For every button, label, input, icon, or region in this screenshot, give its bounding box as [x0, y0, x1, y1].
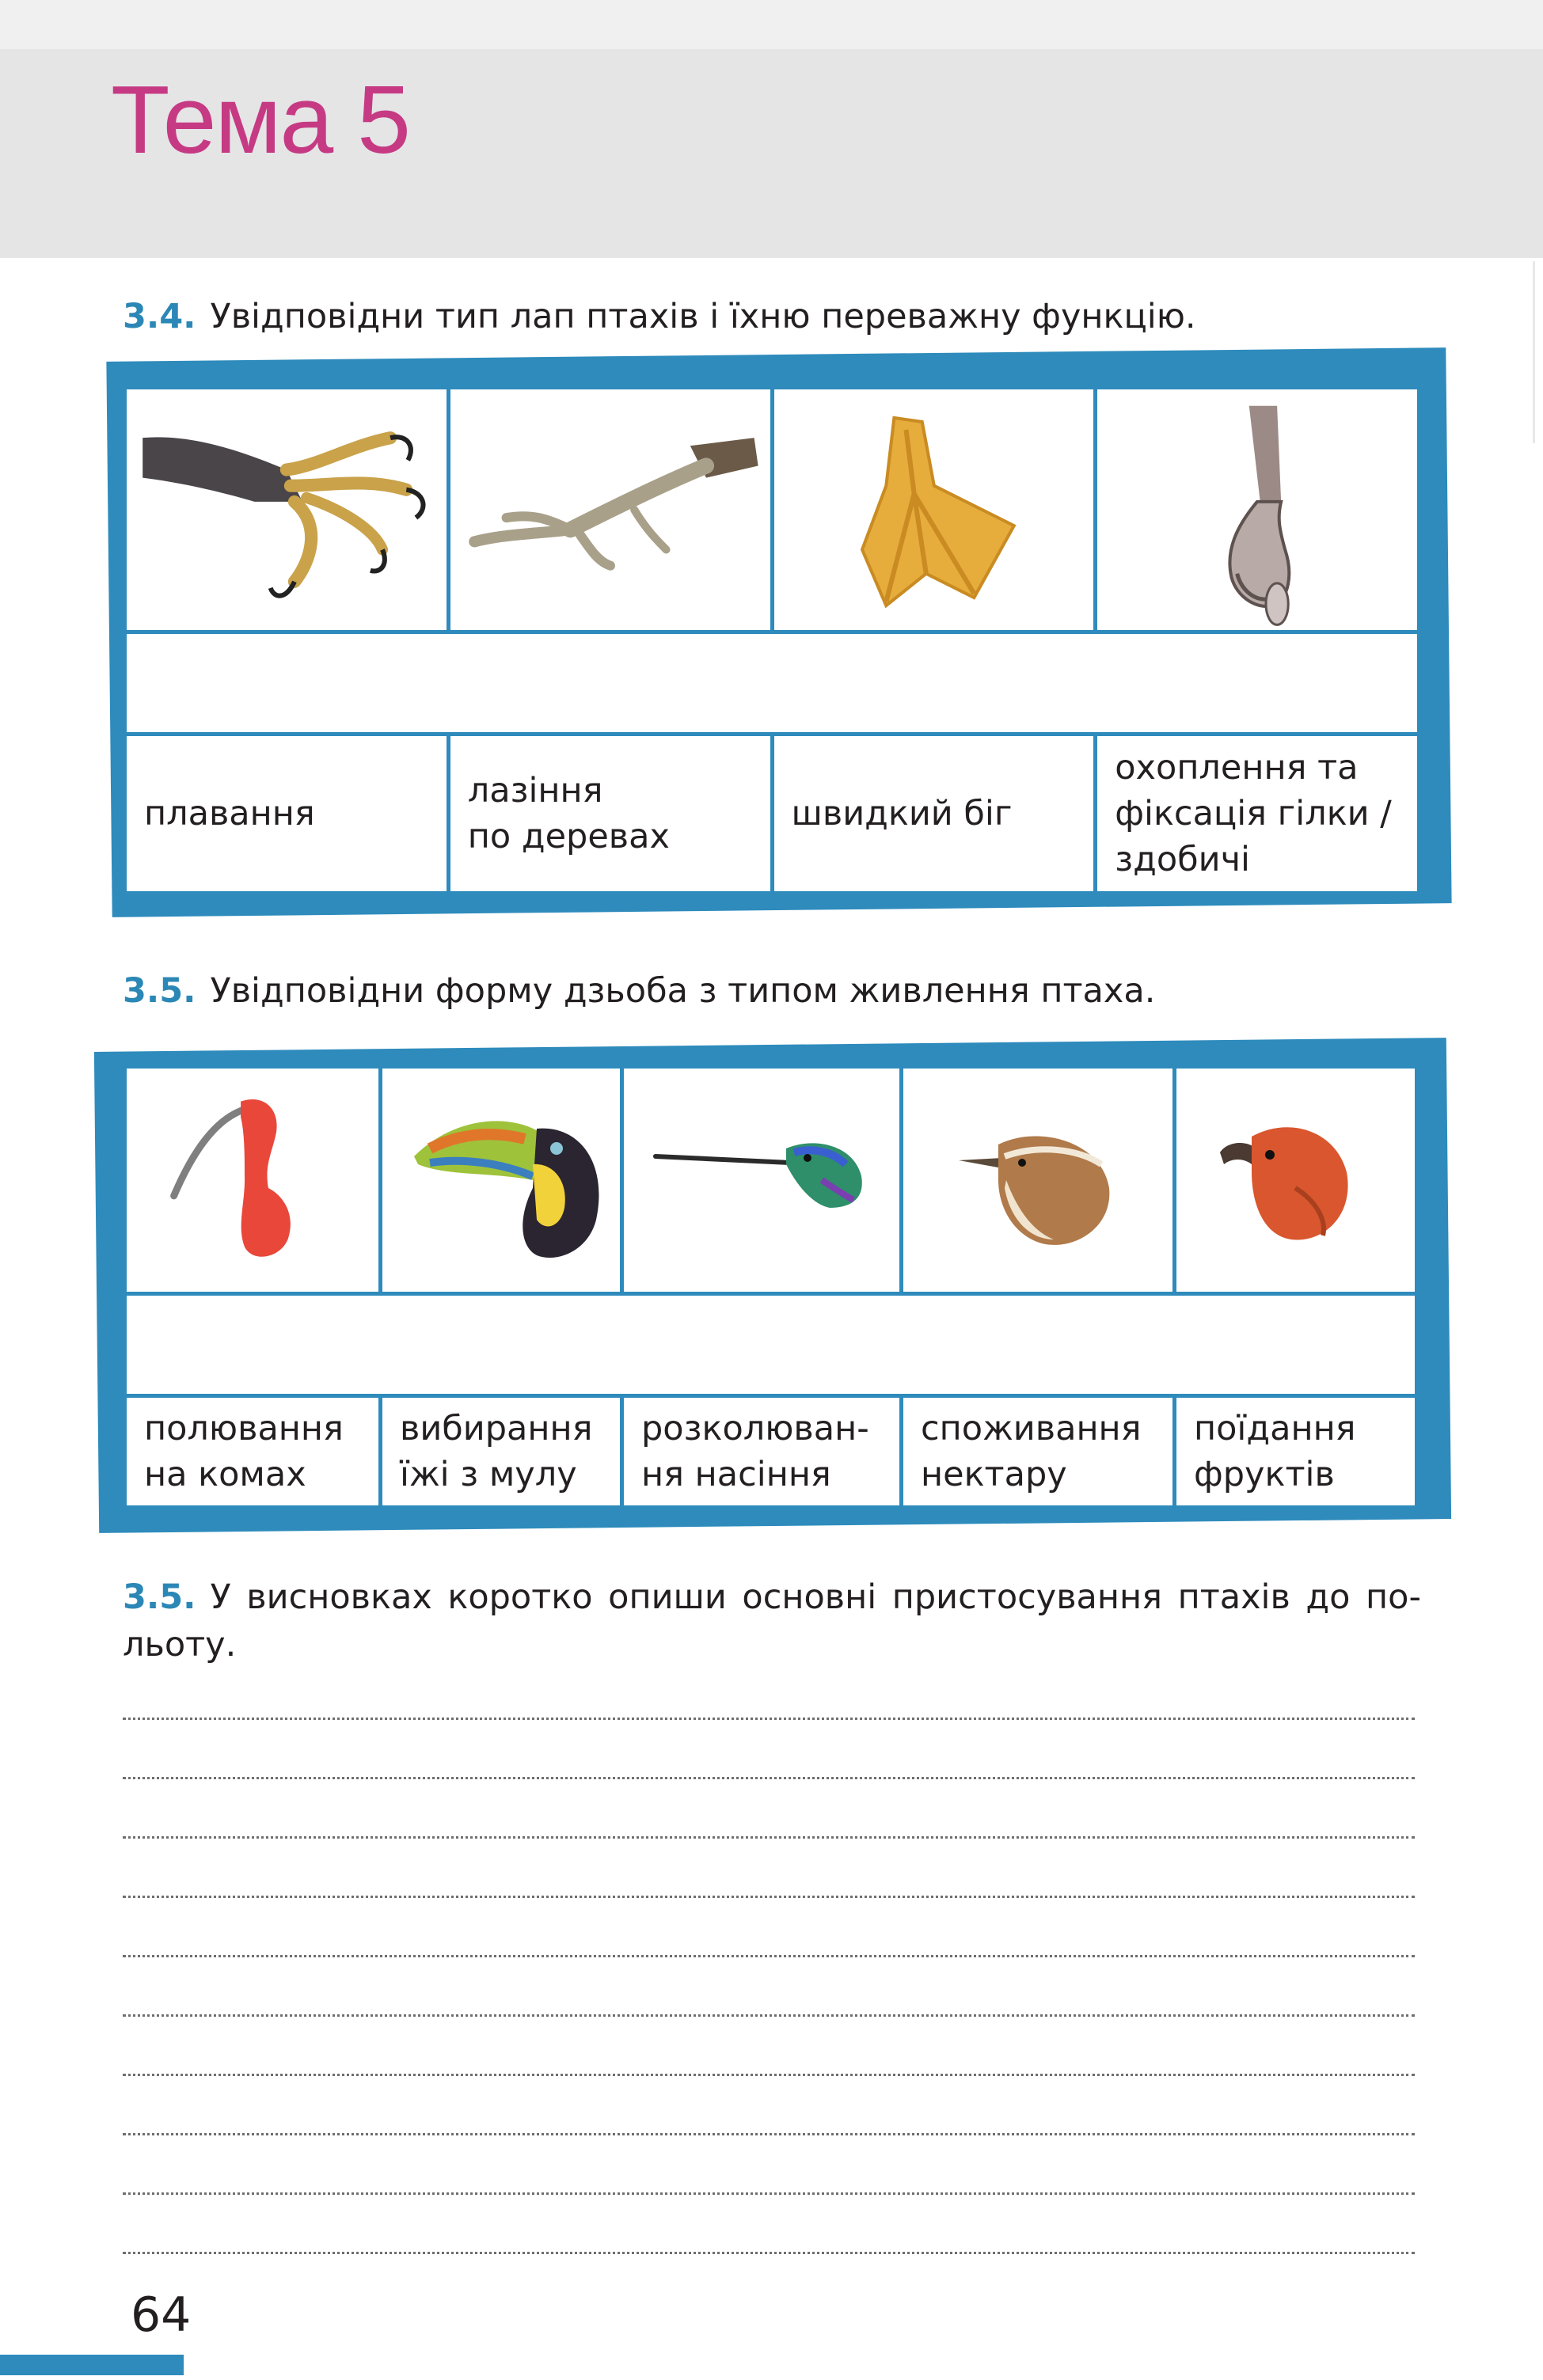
task-number: 3.5. — [123, 1577, 196, 1617]
function-label: швидкий біг — [774, 736, 1094, 891]
answer-line[interactable] — [123, 1718, 1415, 1720]
climbing-foot-icon — [450, 389, 770, 630]
answer-line[interactable] — [123, 2252, 1415, 2254]
foot-image-cell — [127, 389, 447, 630]
beak-image-cell — [903, 1069, 1172, 1292]
beak-image-cell — [624, 1069, 899, 1292]
toucan-head-icon — [382, 1069, 620, 1292]
feeding-label: розколюван- ня насіння — [624, 1398, 899, 1505]
running-foot-icon — [1097, 389, 1417, 630]
beak-image-cell — [127, 1069, 378, 1292]
page-number: 64 — [131, 2287, 192, 2343]
foot-image-cell — [1097, 389, 1417, 630]
ibis-head-icon — [127, 1069, 378, 1292]
top-strip — [0, 0, 1543, 49]
answer-line[interactable] — [123, 1836, 1415, 1839]
topic-title: Тема 5 — [111, 66, 409, 173]
answer-line[interactable] — [123, 2133, 1415, 2135]
task-3-5-heading — [123, 967, 1155, 1015]
hummingbird-head-icon — [624, 1069, 899, 1292]
webbed-foot-icon — [774, 389, 1094, 630]
task-number: 3.4. — [123, 297, 196, 336]
task-text: Увідповідни тип лап птахів і їхню переважну функцію. — [210, 297, 1196, 336]
answer-line[interactable] — [123, 2014, 1415, 2017]
task-number: 3.5. — [123, 971, 196, 1011]
function-label: плавання — [127, 736, 447, 891]
answer-line[interactable] — [123, 2192, 1415, 2195]
bottom-accent-bar — [0, 2355, 184, 2375]
feeding-label: поїдання фруктів — [1176, 1398, 1415, 1505]
task-text: У висновках коротко опиши основні пристосування птахів до по-льоту. — [123, 1577, 1421, 1664]
raptor-talon-foot-icon — [127, 389, 447, 630]
feet-matching-table — [127, 389, 1417, 891]
answer-row[interactable] — [127, 634, 1417, 732]
wren-head-icon — [903, 1069, 1172, 1292]
answer-line[interactable] — [123, 1777, 1415, 1779]
foot-image-cell — [450, 389, 770, 630]
answer-line[interactable] — [123, 1955, 1415, 1957]
task-3-4-heading — [123, 293, 1196, 340]
page-edge-mark — [1533, 261, 1535, 443]
beak-image-cell — [1176, 1069, 1415, 1292]
task-3-5-conclusion-heading — [123, 1573, 1421, 1668]
feeding-label: полювання на комах — [127, 1398, 378, 1505]
crossbill-head-icon — [1176, 1069, 1415, 1292]
answer-row[interactable] — [127, 1296, 1415, 1394]
beak-image-cell — [382, 1069, 620, 1292]
function-label: лазіння по деревах — [450, 736, 770, 891]
function-label: охоплення та фіксація гілки / здобичі — [1097, 736, 1417, 891]
beak-matching-table — [127, 1069, 1417, 1505]
foot-image-cell — [774, 389, 1094, 630]
task-text: Увідповідни форму дзьоба з типом живлення птаха. — [210, 971, 1156, 1011]
feeding-label: вибирання їжі з мулу — [382, 1398, 620, 1505]
feeding-label: споживання нектару — [903, 1398, 1172, 1505]
answer-line[interactable] — [123, 1896, 1415, 1898]
answer-line[interactable] — [123, 2074, 1415, 2076]
